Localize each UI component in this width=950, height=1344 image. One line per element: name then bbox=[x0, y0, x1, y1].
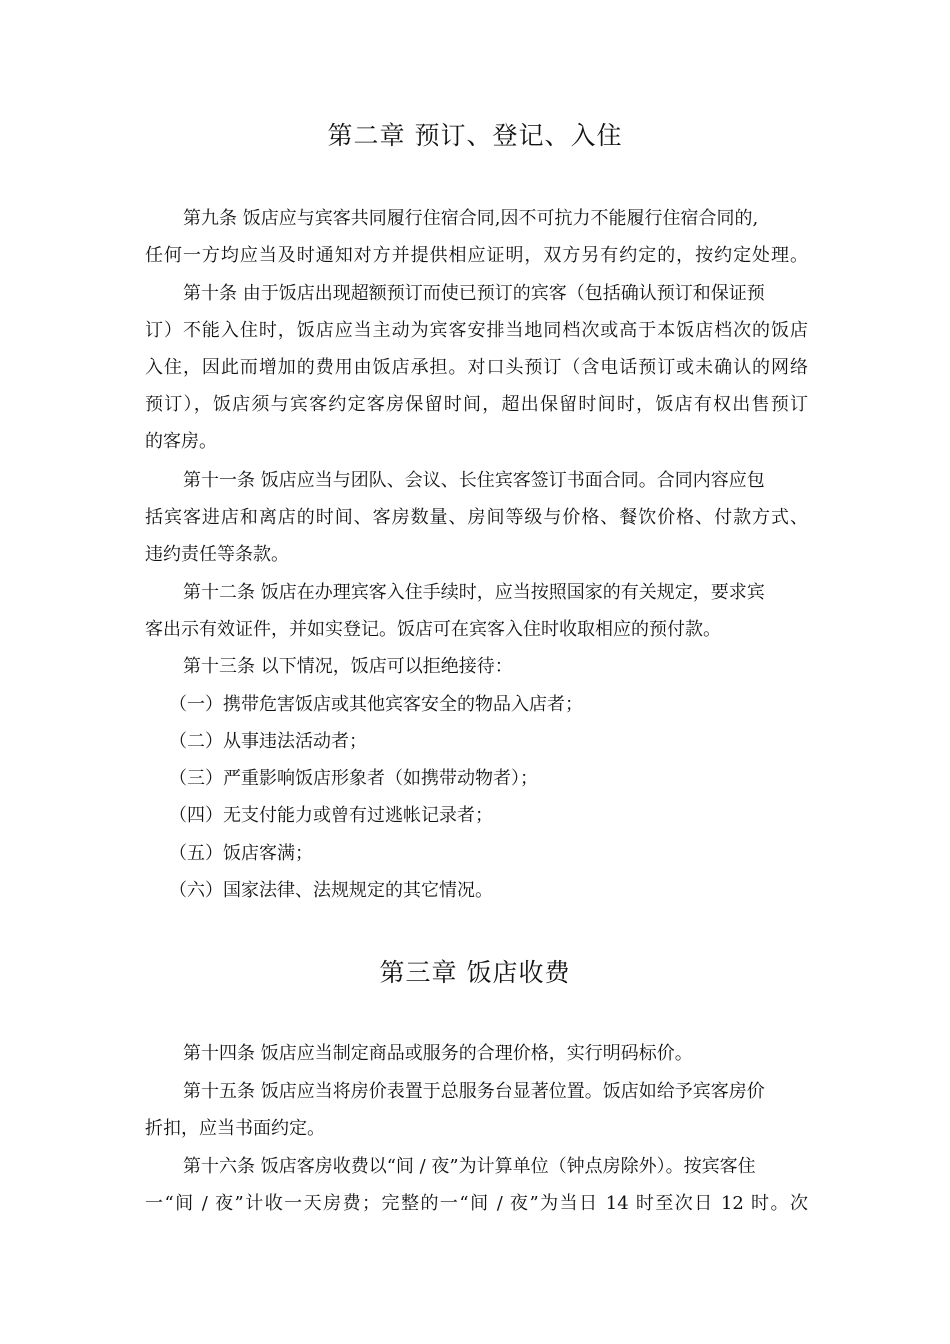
article-13-item-2: （二）从事违法活动者； bbox=[169, 731, 367, 752]
article-10-line-5: 的客房。 bbox=[145, 431, 217, 452]
chapter-3-title: 第三章 饭店收费 bbox=[379, 958, 571, 987]
article-16-line-1: 第十六条 饭店客房收费以“间 / 夜”为计算单位（钟点房除外）。按宾客住 bbox=[183, 1156, 756, 1177]
article-10-line-4: 预订），饭店须与宾客约定客房保留时间，超出保留时间时，饭店有权出售预订 bbox=[145, 394, 808, 415]
article-16-line-2: 一“间 / 夜”计收一天房费；完整的一“间 / 夜”为当日 14 时至次日 12 时。次 bbox=[145, 1193, 808, 1214]
article-15-line-1: 第十五条 饭店应当将房价表置于总服务台显著位置。饭店如给予宾客房价 bbox=[183, 1081, 765, 1102]
article-12-line-1: 第十二条 饭店在办理宾客入住手续时，应当按照国家的有关规定，要求宾 bbox=[183, 582, 765, 603]
article-12-line-2: 客出示有效证件，并如实登记。饭店可在宾客入住时收取相应的预付款。 bbox=[145, 619, 721, 640]
article-9-line-1: 第九条 饭店应与宾客共同履行住宿合同,因不可抗力不能履行住宿合同的, bbox=[183, 208, 759, 229]
article-13-item-6: （六）国家法律、法规规定的其它情况。 bbox=[169, 880, 493, 901]
article-13-item-1: （一）携带危害饭店或其他宾客安全的物品入店者； bbox=[169, 694, 583, 715]
article-13-item-5: （五）饭店客满； bbox=[169, 843, 313, 864]
article-10-line-1: 第十条 由于饭店出现超额预订而使已预订的宾客（包括确认预订和保证预 bbox=[183, 283, 765, 304]
article-11-line-3: 违约责任等条款。 bbox=[145, 544, 289, 565]
article-10-line-2: 订）不能入住时，饭店应当主动为宾客安排当地同档次或高于本饭店档次的饭店 bbox=[145, 320, 808, 341]
article-11-line-1: 第十一条 饭店应当与团队、会议、长住宾客签订书面合同。合同内容应包 bbox=[183, 470, 765, 491]
article-10-line-3: 入住，因此而增加的费用由饭店承担。对口头预订（含电话预订或未确认的网络 bbox=[145, 357, 808, 378]
chapter-2-title: 第二章 预订、登记、入住 bbox=[327, 121, 623, 150]
article-9-line-2: 任何一方均应当及时通知对方并提供相应证明，双方另有约定的，按约定处理。 bbox=[145, 245, 808, 266]
article-13-intro: 第十三条 以下情况，饭店可以拒绝接待： bbox=[183, 656, 513, 677]
article-11-line-2: 括宾客进店和离店的时间、客房数量、房间等级与价格、餐饮价格、付款方式、 bbox=[145, 507, 808, 528]
article-15-line-2: 折扣，应当书面约定。 bbox=[145, 1118, 325, 1139]
article-13-item-4: （四）无支付能力或曾有过逃帐记录者； bbox=[169, 805, 493, 826]
article-14-line-1: 第十四条 饭店应当制定商品或服务的合理价格，实行明码标价。 bbox=[183, 1043, 693, 1064]
article-13-item-3: （三）严重影响饭店形象者（如携带动物者）； bbox=[169, 768, 538, 789]
